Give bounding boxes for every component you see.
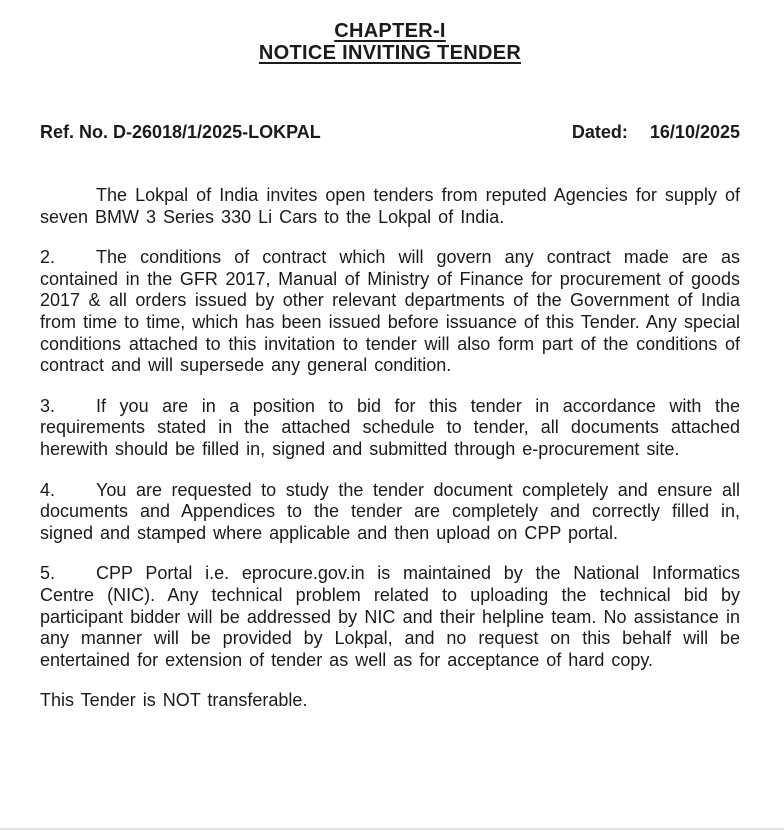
paragraph-number: 5.	[40, 563, 56, 584]
paragraph-text: The conditions of contract which will govern any contract made are as contained in the GFR 2017, Manual of Ministry of Finance for procurement of goods 2017 & all orders issued by other relevant departments of the Government of India from time to time, which has been issued before issuance of this Tender. Any special conditions attached to this invitation to tender will also form part of the conditions of contract and will supersede any general condition.	[40, 247, 740, 376]
paragraph	[40, 690, 740, 712]
paragraph	[40, 396, 740, 461]
chapter-heading: CHAPTER-I	[334, 20, 446, 42]
reference-number: Ref. No. D-26018/1/2025-LOKPAL	[40, 122, 321, 142]
paragraph-list	[40, 185, 740, 712]
paragraph-number: 3.	[40, 395, 56, 416]
dated-value: 16/10/2025	[649, 122, 740, 142]
reference-row	[40, 121, 740, 143]
paragraph-text: CPP Portal i.e. eprocure.gov.in is maintained by the National Informatics Centre (NIC). Any technical problem related to uploading the technical bid by participant bidder will be addressed by NIC and their helpline team. No assistance in any manner will be provided by Lokpal, and no request on this behalf will be entertained for extension of tender as well as for acceptance of hard copy.	[40, 563, 740, 670]
paragraph	[40, 247, 740, 377]
paragraph-text: The Lokpal of India invites open tenders from reputed Agencies for supply of seven BMW 3 Series 330 Li Cars to the Lokpal of India.	[40, 185, 740, 227]
paragraph	[40, 185, 740, 228]
paragraph	[40, 563, 740, 671]
dated-group	[572, 121, 740, 143]
paragraph-number: 2.	[40, 247, 56, 268]
paragraph-text: This Tender is NOT transferable.	[40, 690, 308, 711]
dated-label: Dated:	[571, 122, 628, 142]
paragraph	[40, 480, 740, 545]
paragraph-text: If you are in a position to bid for this tender in accordance with the requirements stated in the attached schedule to tender, all documents attached herewith should be filled in, signed and submitted through e-procurement site.	[40, 395, 740, 459]
paragraph-text: You are requested to study the tender document completely and ensure all documents and Appendices to the tender are completely and correctly filled in, signed and stamped where applicable and then upload on CPP portal.	[40, 479, 740, 543]
document-title	[40, 20, 740, 64]
paragraph-number: 4.	[40, 479, 56, 500]
notice-heading: NOTICE INVITING TENDER	[258, 42, 522, 64]
